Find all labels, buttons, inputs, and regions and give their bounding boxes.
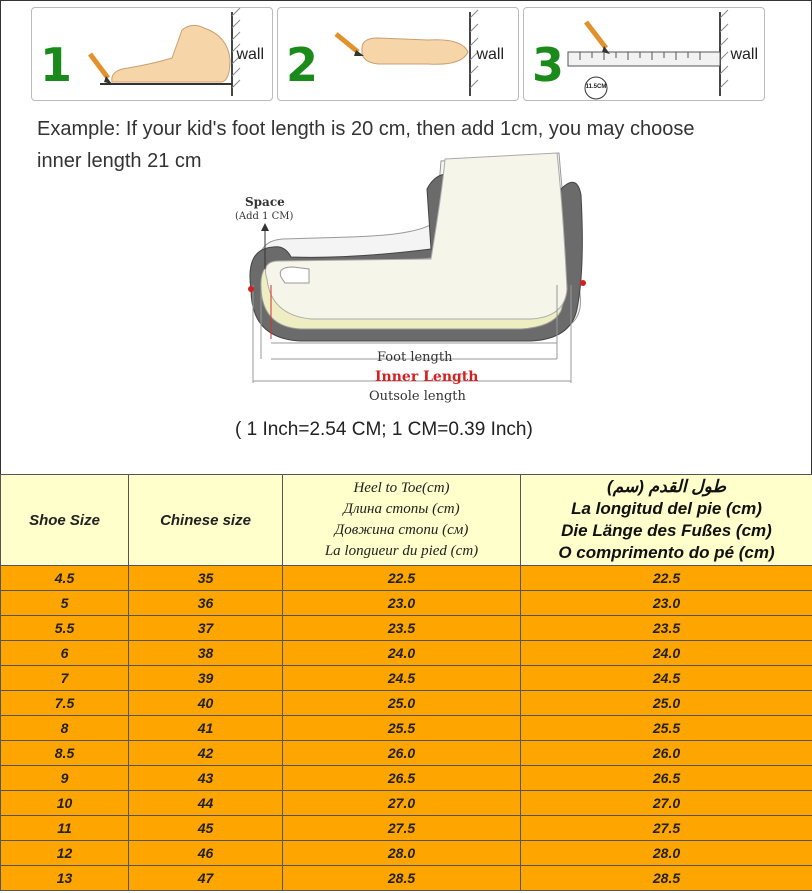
- cell-foot-length: 23.0: [521, 591, 812, 616]
- wall-label: wall: [236, 46, 264, 63]
- cell-chinese-size: 46: [129, 841, 283, 866]
- table-row: [1, 816, 812, 841]
- cell-heel-to-toe: 24.5: [283, 666, 521, 691]
- wall-label: wall: [730, 46, 758, 63]
- header-heel-to-toe-uk: Довжина стопи (см): [334, 522, 469, 538]
- cell-foot-length: 22.5: [521, 566, 812, 591]
- cell-chinese-size: 39: [129, 666, 283, 691]
- cell-heel-to-toe: 24.0: [283, 641, 521, 666]
- header-foot-length-es: La longitud del pie (cm): [571, 499, 762, 518]
- add-1cm-label: (Add 1 CM): [235, 211, 294, 222]
- cell-chinese-size: 35: [129, 566, 283, 591]
- cell-shoe-size: 8: [1, 716, 129, 741]
- header-heel-to-toe: [283, 475, 521, 566]
- cell-heel-to-toe: 28.5: [283, 866, 521, 891]
- cell-shoe-size: 4.5: [1, 566, 129, 591]
- cell-heel-to-toe: 23.0: [283, 591, 521, 616]
- cell-chinese-size: 44: [129, 791, 283, 816]
- cell-foot-length: 28.0: [521, 841, 812, 866]
- header-heel-to-toe-ru: Длина стопы (cm): [343, 501, 460, 517]
- header-shoe-size: Shoe Size: [1, 475, 129, 566]
- cell-chinese-size: 38: [129, 641, 283, 666]
- header-heel-to-toe-fr: La longueur du pied (cm): [324, 543, 479, 559]
- cell-chinese-size: 40: [129, 691, 283, 716]
- cell-heel-to-toe: 28.0: [283, 841, 521, 866]
- cell-shoe-size: 9: [1, 766, 129, 791]
- ruler-measurement-label: 11.5CM: [585, 84, 607, 90]
- outsole-length-label: Outsole length: [369, 389, 466, 404]
- table-row: [1, 616, 812, 641]
- table-row: [1, 841, 812, 866]
- cell-foot-length: 27.0: [521, 791, 812, 816]
- inner-length-label: Inner Length: [375, 369, 479, 385]
- cell-heel-to-toe: 27.0: [283, 791, 521, 816]
- cell-shoe-size: 6: [1, 641, 129, 666]
- cell-heel-to-toe: 25.5: [283, 716, 521, 741]
- cell-shoe-size: 12: [1, 841, 129, 866]
- step-1-panel: [31, 7, 273, 101]
- step-3-panel: [523, 7, 765, 101]
- cell-heel-to-toe: 26.0: [283, 741, 521, 766]
- header-foot-length-de: Die Länge des Fußes (cm): [561, 521, 772, 540]
- cell-foot-length: 26.5: [521, 766, 812, 791]
- cell-shoe-size: 10: [1, 791, 129, 816]
- step-3-number: 3: [532, 38, 565, 92]
- example-line-1: Example: If your kid's foot length is 20 cm, then add 1cm, you may choose: [37, 118, 695, 140]
- example-line-2: inner length 21 cm: [37, 150, 202, 172]
- cell-shoe-size: 8.5: [1, 741, 129, 766]
- cell-foot-length: 25.0: [521, 691, 812, 716]
- header-foot-length-ar: (طول القدم (سم: [607, 477, 726, 496]
- cell-foot-length: 26.0: [521, 741, 812, 766]
- table-row: [1, 591, 812, 616]
- cell-shoe-size: 7: [1, 666, 129, 691]
- table-row: [1, 866, 812, 891]
- table-row: [1, 741, 812, 766]
- step-2-number: 2: [286, 38, 319, 92]
- conversion-note: ( 1 Inch=2.54 CM; 1 CM=0.39 Inch): [235, 419, 533, 440]
- cell-foot-length: 28.5: [521, 866, 812, 891]
- cell-shoe-size: 7.5: [1, 691, 129, 716]
- cell-foot-length: 27.5: [521, 816, 812, 841]
- cell-shoe-size: 13: [1, 866, 129, 891]
- cell-heel-to-toe: 25.0: [283, 691, 521, 716]
- step-1-number: 1: [40, 38, 73, 92]
- cell-heel-to-toe: 23.5: [283, 616, 521, 641]
- step-2-panel: [277, 7, 519, 101]
- cell-chinese-size: 36: [129, 591, 283, 616]
- cell-foot-length: 23.5: [521, 616, 812, 641]
- cell-heel-to-toe: 27.5: [283, 816, 521, 841]
- size-chart-body: [1, 566, 812, 891]
- header-foot-length-pt: O comprimento do pé (cm): [558, 543, 775, 562]
- table-row: [1, 766, 812, 791]
- table-row: [1, 716, 812, 741]
- table-row: [1, 641, 812, 666]
- cell-chinese-size: 47: [129, 866, 283, 891]
- cell-shoe-size: 5.5: [1, 616, 129, 641]
- cell-chinese-size: 43: [129, 766, 283, 791]
- cell-heel-to-toe: 26.5: [283, 766, 521, 791]
- foot-length-label: Foot length: [377, 350, 453, 365]
- table-row: [1, 566, 812, 591]
- cell-shoe-size: 5: [1, 591, 129, 616]
- cell-foot-length: 24.5: [521, 666, 812, 691]
- size-chart-table: [0, 474, 812, 891]
- wall-label: wall: [476, 46, 504, 63]
- cell-chinese-size: 37: [129, 616, 283, 641]
- header-foot-length-multilang: [521, 475, 812, 566]
- header-chinese-size: Chinese size: [129, 475, 283, 566]
- table-header-row: [1, 475, 812, 566]
- cell-heel-to-toe: 22.5: [283, 566, 521, 591]
- header-heel-to-toe-en: Heel to Toe(cm): [353, 480, 450, 496]
- cell-chinese-size: 42: [129, 741, 283, 766]
- cell-chinese-size: 45: [129, 816, 283, 841]
- table-row: [1, 666, 812, 691]
- table-row: [1, 691, 812, 716]
- space-label: Space: [245, 195, 285, 209]
- cell-shoe-size: 11: [1, 816, 129, 841]
- table-row: [1, 791, 812, 816]
- cell-foot-length: 25.5: [521, 716, 812, 741]
- cell-chinese-size: 41: [129, 716, 283, 741]
- cell-foot-length: 24.0: [521, 641, 812, 666]
